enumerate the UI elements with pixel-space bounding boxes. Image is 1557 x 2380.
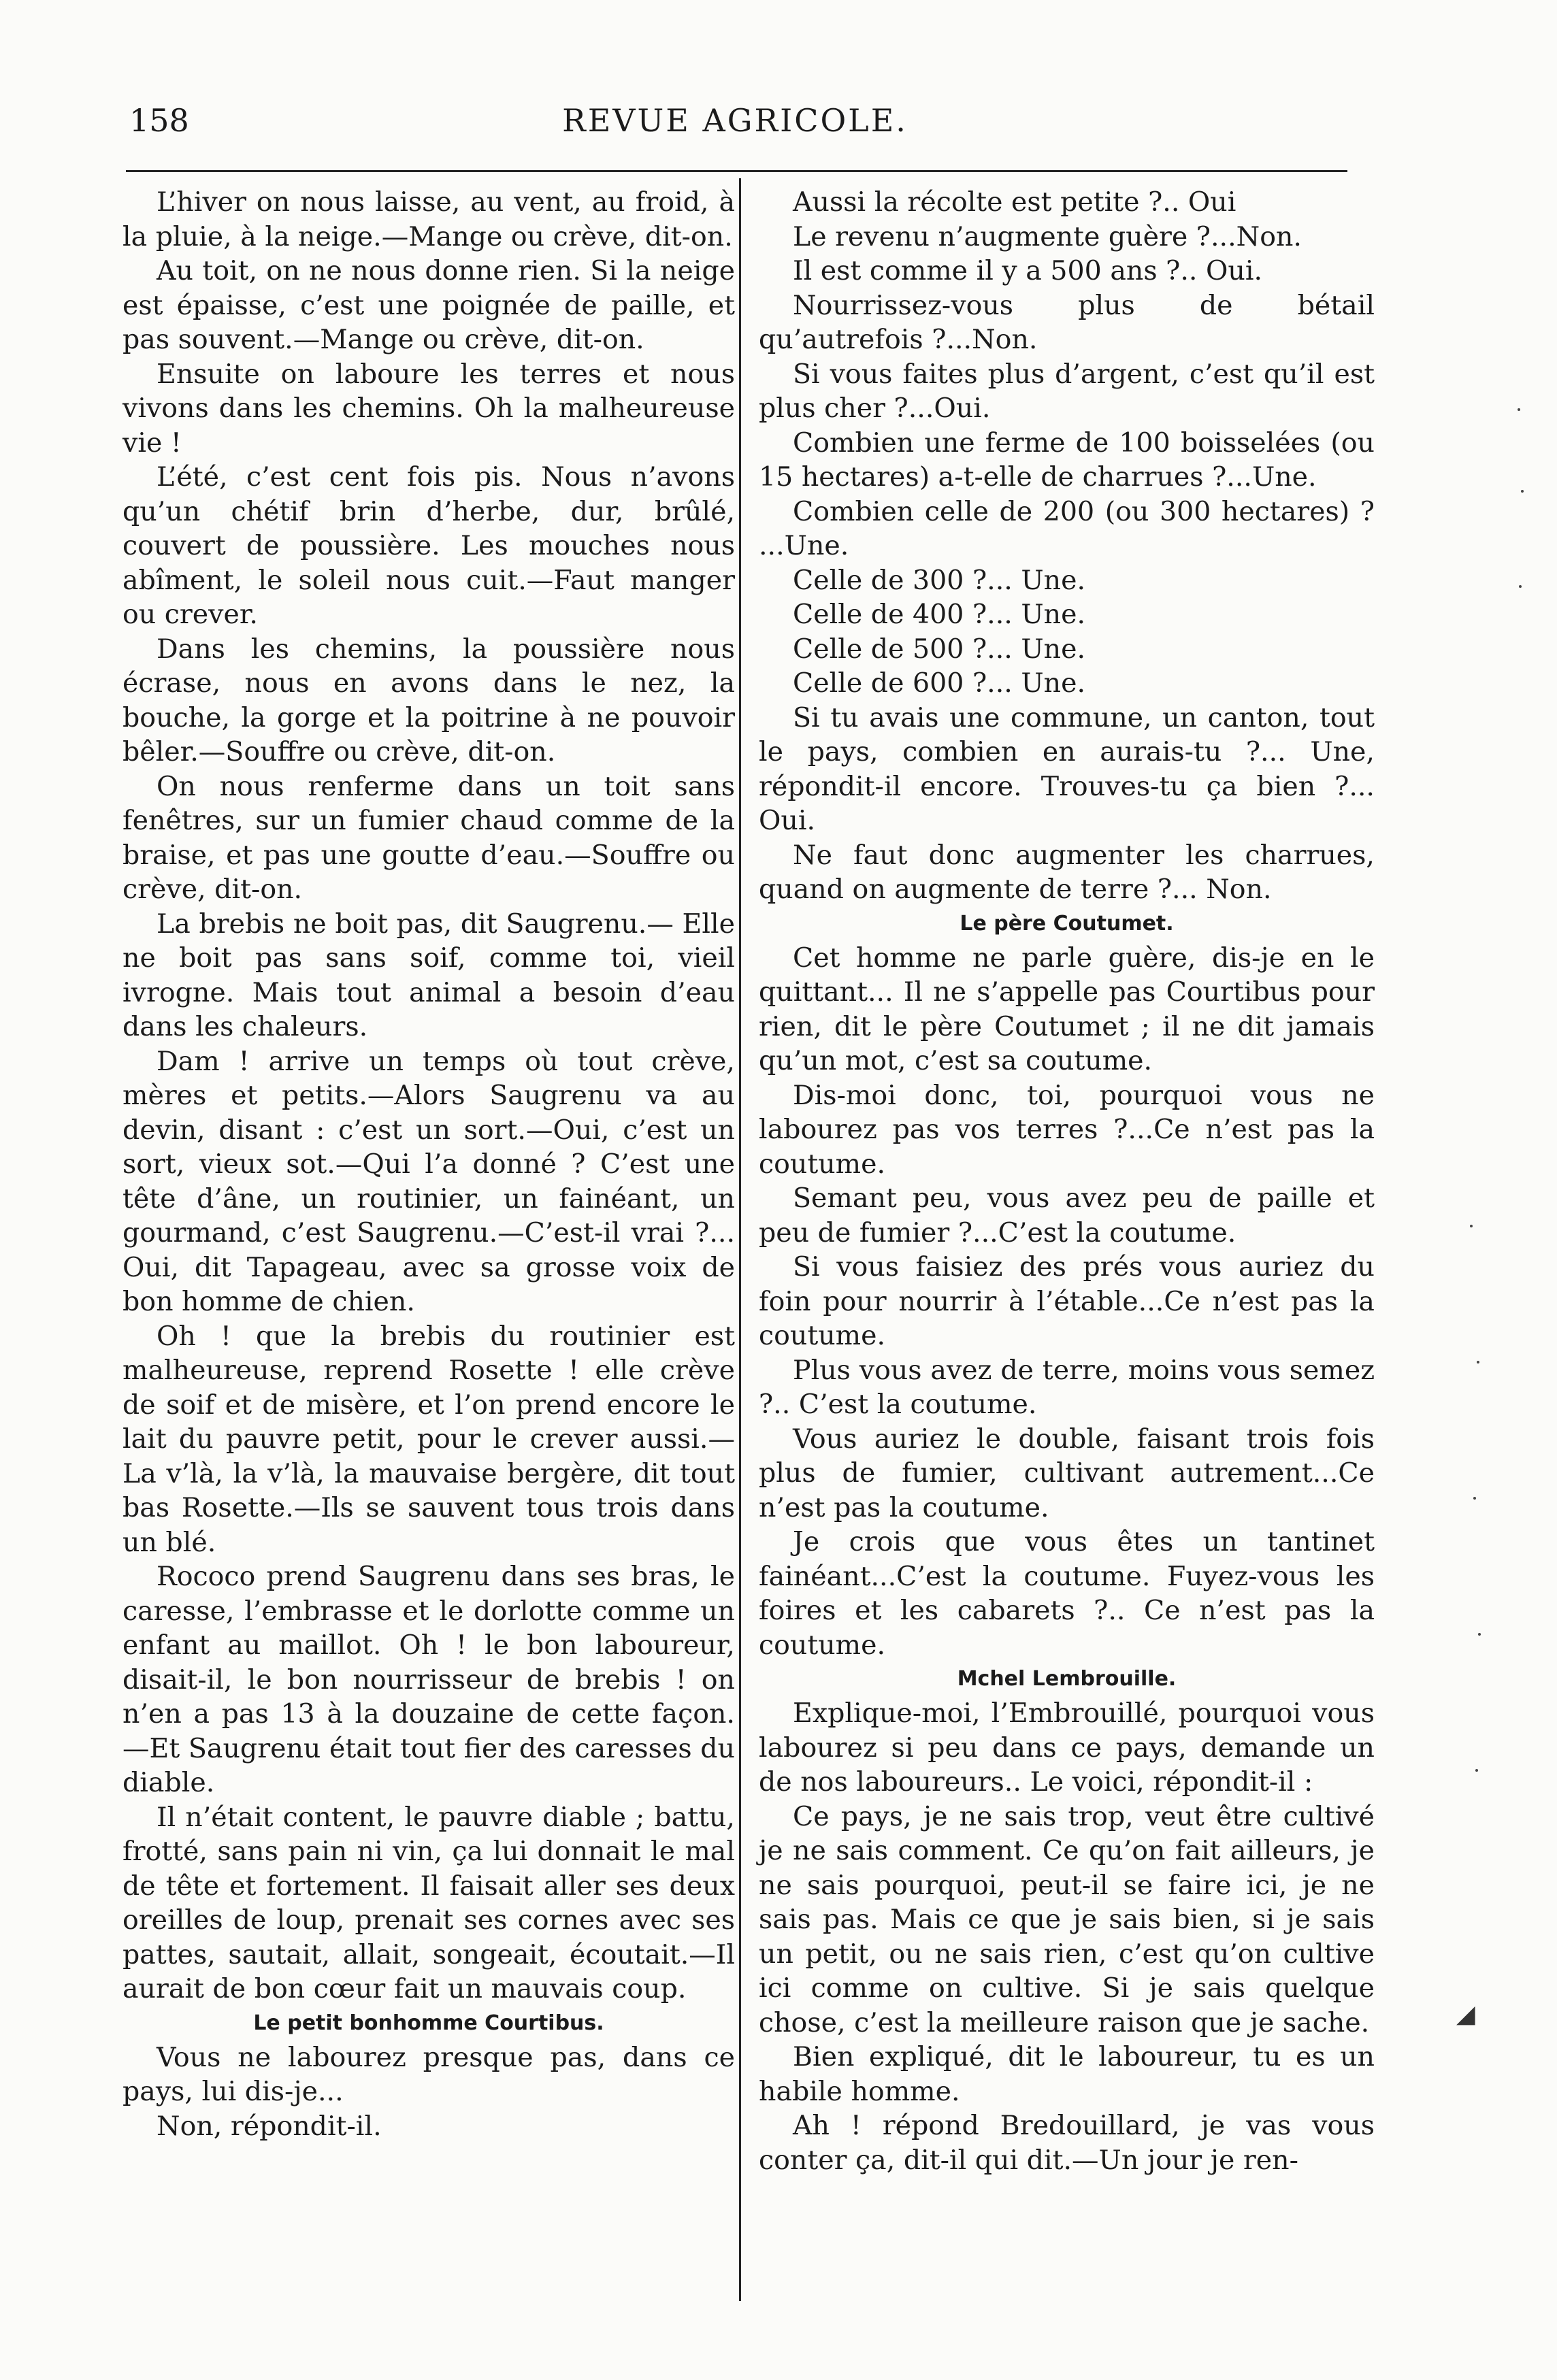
paragraph: Je crois que vous êtes un tantinet fainéant...C’est la coutume. Fuyez-vous les foires et les cabarets ?.. Ce n’est pas la coutume. [759, 1526, 1375, 1661]
print-speck [1477, 1361, 1479, 1363]
print-speck [1473, 1497, 1476, 1500]
section-heading: Le petit bonhomme Courtibus. [253, 2011, 604, 2035]
page-header [129, 102, 1341, 156]
paragraph: Celle de 500 ?... Une. [793, 633, 1086, 665]
paragraph: Ne faut donc augmenter les charrues, quand on augmente de terre ?... Non. [759, 839, 1375, 905]
print-speck [1518, 408, 1520, 411]
paragraph: Oh ! que la brebis du routinier est malheureuse, reprend Rosette ! elle crève de soif et de misère, et l’on prend encore le lait du pauvre petit, pour le crever aussi.—La v’là, la v’là, la mauvaise bergère, dit tout bas Rosette.—Ils se sauvent tous trois dans un blé. [122, 1320, 735, 1558]
paragraph: Celle de 300 ?... Une. [793, 564, 1086, 596]
margin-arrow-icon: ◢ [1456, 2000, 1475, 2028]
paragraph: La brebis ne boit pas, dit Saugrenu.— Elle ne boit pas sans soif, comme toi, vieil ivrogne. Mais tout animal a besoin d’eau dans les chaleurs. [122, 908, 735, 1042]
paragraph: Si vous faites plus d’argent, c’est qu’il est plus cher ?...Oui. [759, 358, 1375, 424]
paragraph: Dam ! arrive un temps où tout crève, mères et petits.—Alors Saugrenu va au devin, disant : c’est un sort.—Oui, c’est un sort, vieux sot.—Qui l’a donné ? C’est une tête d’âne, un routinier, un fainéant, un gourmand, c’est Saugrenu.—C’est-il vrai ?... Oui, dit Tapageau, avec sa grosse voix de bon homme de chien. [122, 1045, 735, 1317]
paragraph: Explique-moi, l’Embrouillé, pourquoi vous labourez si peu dans ce pays, demande un de nos laboureurs.. Le voici, répondit-il : [759, 1698, 1375, 1798]
paragraph: Le revenu n’augmente guère ?...Non. [793, 220, 1302, 252]
paragraph: Aussi la récolte est petite ?.. Oui [793, 186, 1236, 218]
paragraph: Si tu avais une commune, un canton, tout le pays, combien en aurais-tu ?... Une, répondit-il encore. Trouves-tu ça bien ?... Oui. [759, 701, 1375, 836]
print-speck [1521, 490, 1524, 493]
paragraph: Ah ! répond Bredouillard, je vas vous conter ça, dit-il qui dit.—Un jour je ren- [759, 2110, 1375, 2176]
print-speck [1519, 585, 1522, 588]
paragraph: Dis-moi donc, toi, pourquoi vous ne labourez pas vos terres ?...Ce n’est pas la coutume. [759, 1079, 1375, 1180]
paragraph: Cet homme ne parle guère, dis-je en le quittant... Il ne s’appelle pas Courtibus pour rien, dit le père Coutumet ; il ne dit jamais qu’un mot, c’est sa coutume. [759, 942, 1375, 1076]
page-number: 158 [129, 102, 189, 139]
print-speck [1475, 1769, 1478, 1772]
paragraph: Bien expliqué, dit le laboureur, tu es un habile homme. [759, 2041, 1375, 2107]
paragraph: Il n’était content, le pauvre diable ; battu, frotté, sans pain ni vin, ça lui donnait le mal de tête et fortement. Il faisait aller ses deux oreilles de loup, prenait ses cornes avec ses pattes, sautait, allait, songeait, écoutait.—Il aurait de bon cœur fait un mauvais coup. [122, 1801, 735, 2004]
section-heading: Le père Coutumet. [960, 911, 1174, 936]
paragraph: Combien celle de 200 (ou 300 hectares) ? ...Une. [759, 495, 1375, 561]
paragraph: Ensuite on laboure les terres et nous vivons dans les chemins. Oh la malheureuse vie ! [122, 358, 735, 459]
paragraph: Dans les chemins, la poussière nous écrase, nous en avons dans le nez, la bouche, la gorge et la poitrine à ne pouvoir bêler.—Souffre ou crève, dit-on. [122, 633, 735, 767]
left-column [122, 185, 735, 2143]
section-heading: Mchel Lembrouille. [957, 1667, 1177, 1691]
right-column [759, 185, 1375, 2177]
paragraph: Celle de 400 ?... Une. [793, 599, 1086, 630]
paragraph: L’hiver on nous laisse, au vent, au froid, à la pluie, à la neige.—Mange ou crève, dit-on. [122, 186, 735, 252]
print-speck [1478, 1633, 1481, 1636]
running-title: REVUE AGRICOLE. [562, 102, 908, 139]
paragraph: Si vous faisiez des prés vous auriez du foin pour nourrir à l’étable...Ce n’est pas la coutume. [759, 1251, 1375, 1351]
paragraph: Vous ne labourez presque pas, dans ce pays, lui dis-je... [122, 2041, 735, 2107]
paragraph: Il est comme il y a 500 ans ?.. Oui. [793, 255, 1263, 286]
paragraph: On nous renferme dans un toit sans fenêtres, sur un fumier chaud comme de la braise, et pas une goutte d’eau.—Souffre ou crève, dit-on. [122, 770, 735, 905]
paragraph: Au toit, on ne nous donne rien. Si la neige est épaisse, c’est une poignée de paille, et pas souvent.—Mange ou crève, dit-on. [122, 255, 735, 355]
column-divider [739, 178, 741, 2301]
paragraph: Semant peu, vous avez peu de paille et peu de fumier ?...C’est la coutume. [759, 1183, 1375, 1249]
paragraph: Vous auriez le double, faisant trois fois plus de fumier, cultivant autrement...Ce n’est pas la coutume. [759, 1423, 1375, 1523]
print-speck [1470, 1225, 1473, 1227]
paragraph: Non, répondit-il. [157, 2110, 382, 2142]
paragraph: Ce pays, je ne sais trop, veut être cultivé je ne sais comment. Ce qu’on fait ailleurs, je ne sais pourquoi, peut-il se faire ici, je ne sais pas. Mais ce que je sais bien, si je sais un petit, ou ne sais rien, c’est qu’on cultive ici comme on cultive. Si je sais quelque chose, c’est la meilleure raison que je sache. [759, 1800, 1375, 2038]
paragraph: Nourrissez-vous plus de bétail qu’autrefois ?...Non. [759, 289, 1375, 355]
paragraph: Celle de 600 ?... Une. [793, 667, 1086, 699]
header-rule [126, 170, 1347, 172]
paragraph: Plus vous avez de terre, moins vous semez ?.. C’est la coutume. [759, 1354, 1375, 1420]
paragraph: Combien une ferme de 100 boisselées (ou 15 hectares) a-t-elle de charrues ?...Une. [759, 427, 1375, 493]
paragraph: L’été, c’est cent fois pis. Nous n’avons qu’un chétif brin d’herbe, dur, brûlé, couvert de poussière. Les mouches nous abîment, le soleil nous cuit.—Faut manger ou crever. [122, 461, 735, 630]
paragraph: Rococo prend Saugrenu dans ses bras, le caresse, l’embrasse et le dorlotte comme un enfant au maillot. Oh ! le bon laboureur, disait-il, le bon nourrisseur de brebis ! on n’en a pas 13 à la douzaine de cette façon. —Et Saugrenu était tout fier des caresses du diable. [122, 1561, 735, 1798]
